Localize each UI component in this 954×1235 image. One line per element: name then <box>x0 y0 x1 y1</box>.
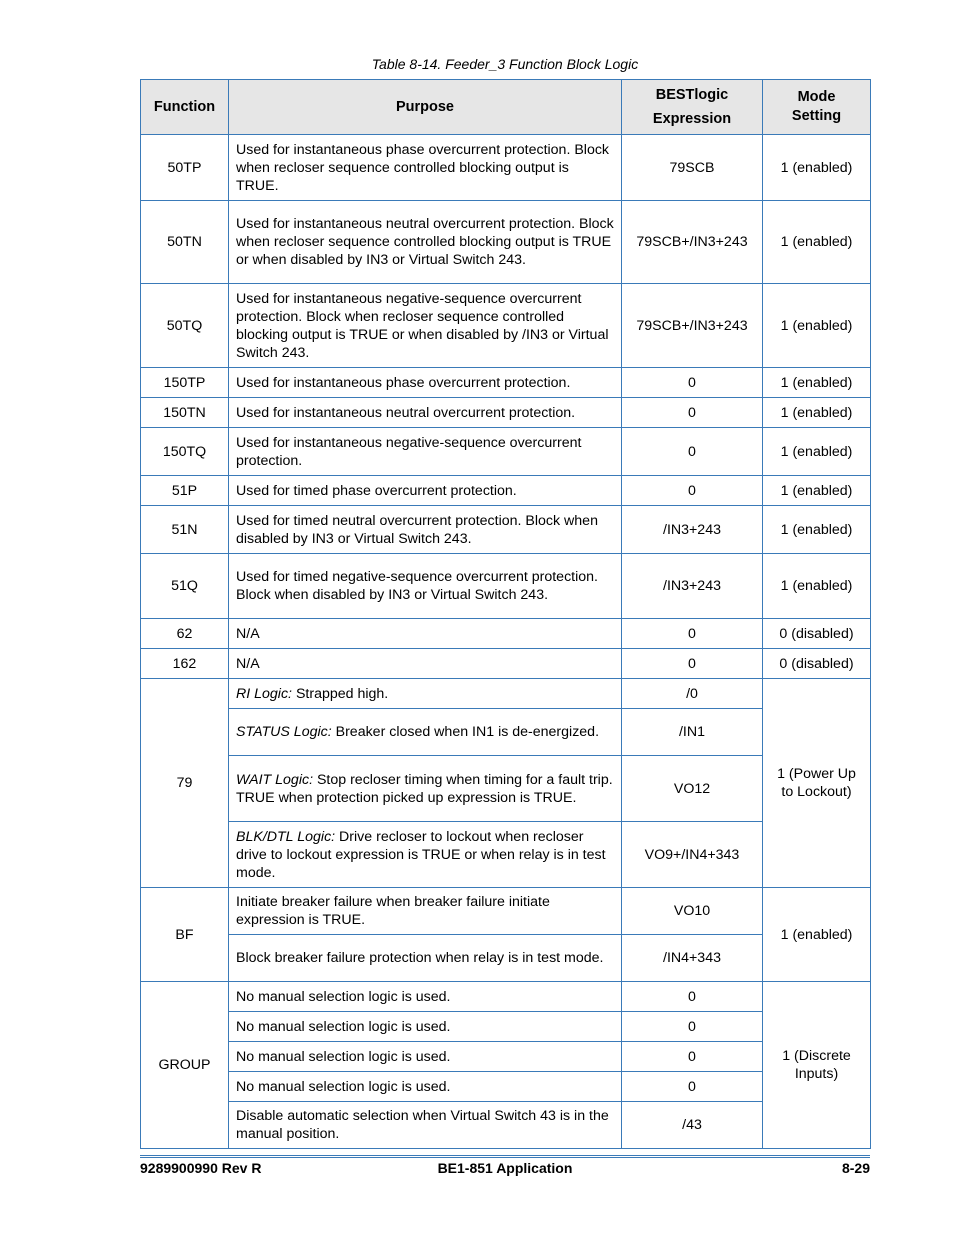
mode-cell: 1 (enabled) <box>763 368 871 398</box>
purpose-cell: No manual selection logic is used. <box>229 1042 622 1072</box>
purpose-cell: Initiate breaker failure when breaker failure initiate expression is TRUE. <box>229 888 622 935</box>
footer-page-number: 8-29 <box>841 1160 870 1176</box>
purpose-cell: Disable automatic selection when Virtual Switch 43 is in the manual position. <box>229 1102 622 1149</box>
purpose-cell: Used for instantaneous negative-sequence overcurrent protection. <box>229 428 622 476</box>
table-row <box>141 135 871 201</box>
expression-cell: /IN4+343 <box>622 935 763 982</box>
table-row <box>141 888 871 935</box>
purpose-cell: No manual selection logic is used. <box>229 1072 622 1102</box>
purpose-cell: Used for timed neutral overcurrent protection. Block when disabled by IN3 or Virtual Switch 243. <box>229 506 622 554</box>
expression-cell: 79SCB <box>622 135 763 201</box>
function-cell: GROUP <box>141 982 229 1149</box>
table-caption: Table 8-14. Feeder_3 Function Block Logic <box>371 56 639 72</box>
header-expression-line2: Expression <box>652 111 732 127</box>
expression-cell: VO9+/IN4+343 <box>622 822 763 888</box>
expression-cell: 0 <box>622 982 763 1012</box>
purpose-cell: N/A <box>229 649 622 679</box>
table-row <box>141 1042 871 1072</box>
function-cell: 62 <box>141 619 229 649</box>
table-row <box>141 935 871 982</box>
logic-text: Breaker closed when IN1 is de-energized. <box>331 724 600 740</box>
purpose-cell: Used for timed phase overcurrent protection. <box>229 476 622 506</box>
expression-cell: /IN1 <box>622 709 763 756</box>
mode-cell: 1 (enabled) <box>763 135 871 201</box>
purpose-cell: Used for instantaneous phase overcurrent protection. Block when recloser sequence controlled blocking output is TRUE. <box>229 135 622 201</box>
purpose-cell: Used for instantaneous neutral overcurrent protection. Block when recloser sequence controlled blocking output is TRUE or when disabled by IN3 or Virtual Switch 243. <box>229 201 622 284</box>
expression-cell: 0 <box>622 476 763 506</box>
table-row <box>141 506 871 554</box>
mode-cell: 1 (enabled) <box>763 398 871 428</box>
function-cell: 51P <box>141 476 229 506</box>
expression-cell: /0 <box>622 679 763 709</box>
purpose-cell: Used for instantaneous phase overcurrent protection. <box>229 368 622 398</box>
table-row <box>141 679 871 709</box>
logic-text: Strapped high. <box>292 685 389 702</box>
logic-label: STATUS Logic: <box>236 724 332 740</box>
expression-cell: 0 <box>622 619 763 649</box>
table-row <box>141 476 871 506</box>
mode-cell: 1 (enabled) <box>763 888 871 982</box>
table-row <box>141 1102 871 1149</box>
mode-cell: 0 (disabled) <box>763 649 871 679</box>
table-row <box>141 284 871 368</box>
purpose-cell: N/A <box>229 619 622 649</box>
purpose-cell <box>229 679 622 709</box>
purpose-cell <box>229 709 622 756</box>
expression-cell: 0 <box>622 1012 763 1042</box>
table-row <box>141 1012 871 1042</box>
table-row <box>141 368 871 398</box>
expression-cell: 0 <box>622 398 763 428</box>
header-row <box>141 80 871 135</box>
function-cell: 150TQ <box>141 428 229 476</box>
mode-cell: 0 (disabled) <box>763 619 871 649</box>
header-purpose: Purpose <box>229 80 622 135</box>
purpose-cell: No manual selection logic is used. <box>229 982 622 1012</box>
header-expression-line1: BESTlogic <box>655 87 729 103</box>
mode-cell: 1 (Power Up to Lockout) <box>763 679 871 888</box>
function-cell: 79 <box>141 679 229 888</box>
logic-label: BLK/DTL Logic: <box>236 828 336 845</box>
table-row <box>141 709 871 756</box>
purpose-cell <box>229 822 622 888</box>
header-function: Function <box>141 80 229 135</box>
page-footer <box>140 1160 870 1180</box>
purpose-cell: Used for instantaneous negative-sequence overcurrent protection. Block when recloser sequence controlled blocking output is TRUE or when disabled by /IN3 or Virtual Switch 243. <box>229 284 622 368</box>
mode-cell: 1 (enabled) <box>763 506 871 554</box>
purpose-cell: No manual selection logic is used. <box>229 1012 622 1042</box>
table-row <box>141 756 871 822</box>
purpose-cell: Used for timed negative-sequence overcurrent protection. Block when disabled by IN3 or Virtual Switch 243. <box>229 554 622 619</box>
table-row <box>141 1072 871 1102</box>
logic-label: WAIT Logic: <box>236 771 314 788</box>
expression-cell: VO10 <box>622 888 763 935</box>
table-row <box>141 619 871 649</box>
table-row <box>141 201 871 284</box>
table-row <box>141 398 871 428</box>
table-row <box>141 428 871 476</box>
purpose-cell: Block breaker failure protection when relay is in test mode. <box>229 935 622 982</box>
expression-cell: /43 <box>622 1102 763 1149</box>
logic-text: Drive recloser to lockout when recloser drive to lockout expression is TRUE or when relay is in test mode. <box>236 828 606 881</box>
expression-cell: 79SCB+/IN3+243 <box>622 201 763 284</box>
footer-rule-inner <box>140 1157 870 1158</box>
mode-cell: 1 (enabled) <box>763 201 871 284</box>
expression-cell: 0 <box>622 428 763 476</box>
table-row <box>141 649 871 679</box>
expression-cell: 0 <box>622 1042 763 1072</box>
expression-cell: 79SCB+/IN3+243 <box>622 284 763 368</box>
function-cell: 150TN <box>141 398 229 428</box>
expression-cell: 0 <box>622 368 763 398</box>
expression-cell: VO12 <box>622 756 763 822</box>
logic-text: Stop recloser timing when timing for a fault trip. TRUE when protection picked up expression is TRUE. <box>236 771 613 806</box>
footer-doc-title: BE1-851 Application <box>437 1160 573 1176</box>
logic-label: RI Logic: <box>236 685 292 702</box>
expression-cell: 0 <box>622 1072 763 1102</box>
mode-cell: 1 (enabled) <box>763 476 871 506</box>
footer-rule <box>140 1155 870 1156</box>
function-cell: 50TP <box>141 135 229 201</box>
function-cell: BF <box>141 888 229 982</box>
expression-cell: /IN3+243 <box>622 506 763 554</box>
function-cell: 50TQ <box>141 284 229 368</box>
mode-cell: 1 (enabled) <box>763 428 871 476</box>
header-expression <box>622 80 763 135</box>
mode-cell: 1 (Discrete Inputs) <box>763 982 871 1149</box>
header-mode-line2: Setting <box>791 108 842 124</box>
table-row <box>141 982 871 1012</box>
mode-cell: 1 (enabled) <box>763 554 871 619</box>
purpose-cell: Used for instantaneous neutral overcurrent protection. <box>229 398 622 428</box>
table-row <box>141 822 871 888</box>
function-block-logic-table <box>140 79 871 1149</box>
function-cell: 51N <box>141 506 229 554</box>
function-cell: 50TN <box>141 201 229 284</box>
expression-cell: 0 <box>622 649 763 679</box>
mode-cell: 1 (enabled) <box>763 284 871 368</box>
function-cell: 150TP <box>141 368 229 398</box>
header-mode-line1: Mode <box>797 89 836 105</box>
function-cell: 162 <box>141 649 229 679</box>
function-cell: 51Q <box>141 554 229 619</box>
footer-doc-number: 9289900990 Rev R <box>140 1160 262 1176</box>
purpose-cell <box>229 756 622 822</box>
header-mode <box>763 80 871 135</box>
expression-cell: /IN3+243 <box>622 554 763 619</box>
table-row <box>141 554 871 619</box>
